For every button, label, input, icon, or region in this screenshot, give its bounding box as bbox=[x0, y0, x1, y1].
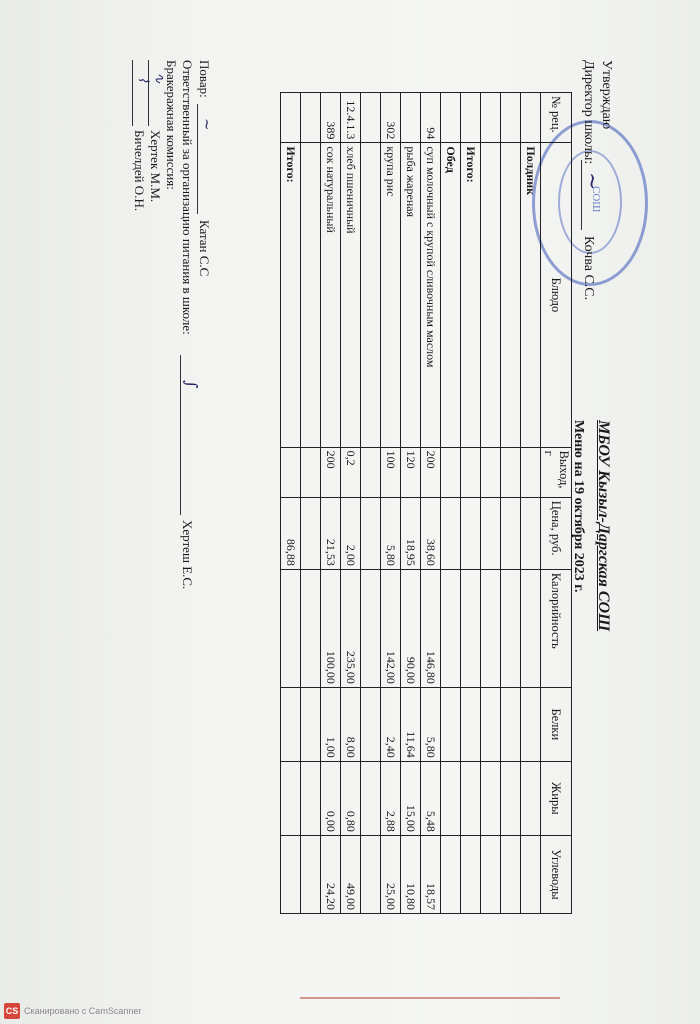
table-row bbox=[381, 93, 401, 914]
table-row bbox=[281, 93, 301, 914]
cell-dish: Итого: bbox=[281, 143, 301, 447]
cell-prot bbox=[361, 687, 381, 761]
cell-prot bbox=[301, 687, 321, 761]
cell-kcal: 235,00 bbox=[341, 569, 361, 687]
cell-fat: 5,48 bbox=[421, 761, 441, 835]
cell-carb bbox=[301, 835, 321, 913]
cell-price: 38,60 bbox=[421, 497, 441, 569]
col-header-dish: Блюдо bbox=[541, 143, 572, 447]
cell-fat: 2,88 bbox=[381, 761, 401, 835]
member1-signature: ∿ bbox=[151, 72, 167, 84]
cell-prot bbox=[281, 687, 301, 761]
cell-dish: рыба жареная bbox=[401, 143, 421, 447]
cell-price bbox=[501, 497, 521, 569]
cell-carb bbox=[501, 835, 521, 913]
cell-kcal: 100,00 bbox=[321, 569, 341, 687]
responsible-label: Ответственный за организацию питания в школе: bbox=[180, 60, 195, 335]
cell-rec bbox=[501, 93, 521, 143]
cell-fat: 0,00 bbox=[321, 761, 341, 835]
member2-signature-line bbox=[132, 60, 133, 126]
member1-name: Хертек М.М. bbox=[148, 130, 163, 203]
cell-prot: 2,40 bbox=[381, 687, 401, 761]
cell-carb: 49,00 bbox=[341, 835, 361, 913]
table-row bbox=[401, 93, 421, 914]
cell-dish: хлеб пшеничный bbox=[341, 143, 361, 447]
cell-rec: 389 bbox=[321, 93, 341, 143]
cell-rec: 12.4.1.3 bbox=[341, 93, 361, 143]
director-signature: ~ bbox=[579, 172, 604, 191]
cell-dish bbox=[501, 143, 521, 447]
member1-signature-line bbox=[148, 60, 149, 126]
cell-price: 5,80 bbox=[381, 497, 401, 569]
cell-kcal bbox=[301, 569, 321, 687]
cell-out bbox=[501, 447, 521, 497]
cell-kcal: 142,00 bbox=[381, 569, 401, 687]
commission-label: Бракеражная комиссия: bbox=[164, 60, 179, 190]
menu-title: Меню на 19 октября 2023 г. bbox=[571, 420, 586, 593]
cell-kcal bbox=[501, 569, 521, 687]
cell-out bbox=[481, 447, 501, 497]
table-row bbox=[461, 93, 481, 914]
responsible-name: Хертеш Е.С. bbox=[180, 520, 195, 590]
cell-prot: 8,00 bbox=[341, 687, 361, 761]
cell-dish: Полдник bbox=[521, 143, 541, 447]
table-row bbox=[341, 93, 361, 914]
cell-fat bbox=[521, 761, 541, 835]
cell-fat bbox=[301, 761, 321, 835]
cell-carb bbox=[481, 835, 501, 913]
cell-kcal: 146,80 bbox=[421, 569, 441, 687]
cell-fat: 15,00 bbox=[401, 761, 421, 835]
cell-carb bbox=[521, 835, 541, 913]
responsible-signature-line bbox=[180, 355, 181, 515]
table-row bbox=[481, 93, 501, 914]
cell-prot bbox=[521, 687, 541, 761]
cell-out bbox=[521, 447, 541, 497]
cell-price bbox=[301, 497, 321, 569]
cell-rec: 94 bbox=[421, 93, 441, 143]
cell-fat bbox=[361, 761, 381, 835]
cell-carb bbox=[281, 835, 301, 913]
cell-kcal bbox=[481, 569, 501, 687]
cell-dish bbox=[481, 143, 501, 447]
cell-prot: 11,64 bbox=[401, 687, 421, 761]
cell-out: 0,2 bbox=[341, 447, 361, 497]
cell-rec: 302 bbox=[381, 93, 401, 143]
cell-carb bbox=[461, 835, 481, 913]
cell-out: 200 bbox=[421, 447, 441, 497]
cell-dish: крупа рис bbox=[381, 143, 401, 447]
cell-out bbox=[301, 447, 321, 497]
cell-rec bbox=[361, 93, 381, 143]
cell-dish bbox=[301, 143, 321, 447]
cell-prot bbox=[461, 687, 481, 761]
cook-name: Катан С.С bbox=[197, 220, 212, 277]
cell-price bbox=[361, 497, 381, 569]
camscanner-icon: CS bbox=[4, 1003, 20, 1019]
cell-dish: сок натуральный bbox=[321, 143, 341, 447]
cell-fat bbox=[281, 761, 301, 835]
director-signature-line bbox=[581, 160, 582, 230]
camscanner-watermark bbox=[4, 1003, 141, 1019]
cell-carb: 25,00 bbox=[381, 835, 401, 913]
cell-fat bbox=[461, 761, 481, 835]
cell-out: 100 bbox=[381, 447, 401, 497]
cell-rec bbox=[281, 93, 301, 143]
cell-fat bbox=[481, 761, 501, 835]
table-row bbox=[361, 93, 381, 914]
cell-kcal: 90,00 bbox=[401, 569, 421, 687]
table-row bbox=[501, 93, 521, 914]
table-row bbox=[441, 93, 461, 914]
cell-price bbox=[481, 497, 501, 569]
cell-rec bbox=[401, 93, 421, 143]
approve-label: Утверждаю bbox=[599, 60, 614, 130]
table-row bbox=[301, 93, 321, 914]
cell-kcal bbox=[521, 569, 541, 687]
cell-rec bbox=[481, 93, 501, 143]
cell-kcal bbox=[361, 569, 381, 687]
cell-kcal bbox=[441, 569, 461, 687]
cell-prot bbox=[501, 687, 521, 761]
cell-price bbox=[461, 497, 481, 569]
table-row bbox=[421, 93, 441, 914]
school-name: МБОУ Кызыл-Даргская СОШ bbox=[595, 420, 612, 632]
menu-table bbox=[280, 92, 572, 914]
cell-price bbox=[441, 497, 461, 569]
cell-out: 200 bbox=[321, 447, 341, 497]
cell-prot: 5,80 bbox=[421, 687, 441, 761]
cell-prot bbox=[481, 687, 501, 761]
cell-fat bbox=[501, 761, 521, 835]
cell-rec bbox=[441, 93, 461, 143]
col-header-calories: Калорийность bbox=[541, 569, 572, 687]
cell-rec bbox=[301, 93, 321, 143]
table-row bbox=[521, 93, 541, 914]
cell-out bbox=[281, 447, 301, 497]
col-header-fat: Жиры bbox=[541, 761, 572, 835]
cell-carb: 24,20 bbox=[321, 835, 341, 913]
col-header-output: Выход, г bbox=[541, 447, 572, 497]
cell-fat bbox=[441, 761, 461, 835]
director-label: Директор школы: bbox=[581, 60, 596, 165]
member2-name: Бичелдей О.Н. bbox=[132, 130, 147, 212]
cell-dish: суп молочный с крупой сливочным маслом bbox=[421, 143, 441, 447]
cell-dish bbox=[361, 143, 381, 447]
member2-signature: ⌇ bbox=[135, 76, 151, 83]
responsible-signature: ∫ bbox=[182, 380, 201, 389]
stamp-text: СОШ bbox=[590, 186, 602, 213]
cell-out bbox=[461, 447, 481, 497]
cook-label: Повар: bbox=[197, 60, 212, 98]
camscanner-text: Сканировано с CamScanner bbox=[24, 1006, 142, 1016]
col-header-protein: Белки bbox=[541, 687, 572, 761]
cell-price bbox=[521, 497, 541, 569]
cell-out bbox=[441, 447, 461, 497]
table-row bbox=[321, 93, 341, 914]
director-name: Кочва С.С. bbox=[581, 236, 596, 301]
cell-kcal bbox=[281, 569, 301, 687]
cell-carb: 18,57 bbox=[421, 835, 441, 913]
cell-carb bbox=[361, 835, 381, 913]
cell-out bbox=[361, 447, 381, 497]
cell-carb: 10,80 bbox=[401, 835, 421, 913]
cell-rec bbox=[461, 93, 481, 143]
table-header-row bbox=[541, 93, 572, 914]
cell-price: 21,53 bbox=[321, 497, 341, 569]
col-header-price: Цена, руб. bbox=[541, 497, 572, 569]
cell-fat: 0,80 bbox=[341, 761, 361, 835]
col-header-rec: № рец. bbox=[541, 93, 572, 143]
cell-rec bbox=[521, 93, 541, 143]
cell-prot bbox=[441, 687, 461, 761]
cell-out: 120 bbox=[401, 447, 421, 497]
cell-price: 86,88 bbox=[281, 497, 301, 569]
cell-kcal bbox=[461, 569, 481, 687]
cell-price: 2,00 bbox=[341, 497, 361, 569]
cell-prot: 1,00 bbox=[321, 687, 341, 761]
cell-carb bbox=[441, 835, 461, 913]
cook-signature: ∼ bbox=[198, 118, 216, 131]
cell-dish: Обед bbox=[441, 143, 461, 447]
cell-dish: Итого: bbox=[461, 143, 481, 447]
menu-table-body bbox=[281, 93, 541, 914]
col-header-carbs: Углеводы bbox=[541, 835, 572, 913]
cell-price: 18,95 bbox=[401, 497, 421, 569]
